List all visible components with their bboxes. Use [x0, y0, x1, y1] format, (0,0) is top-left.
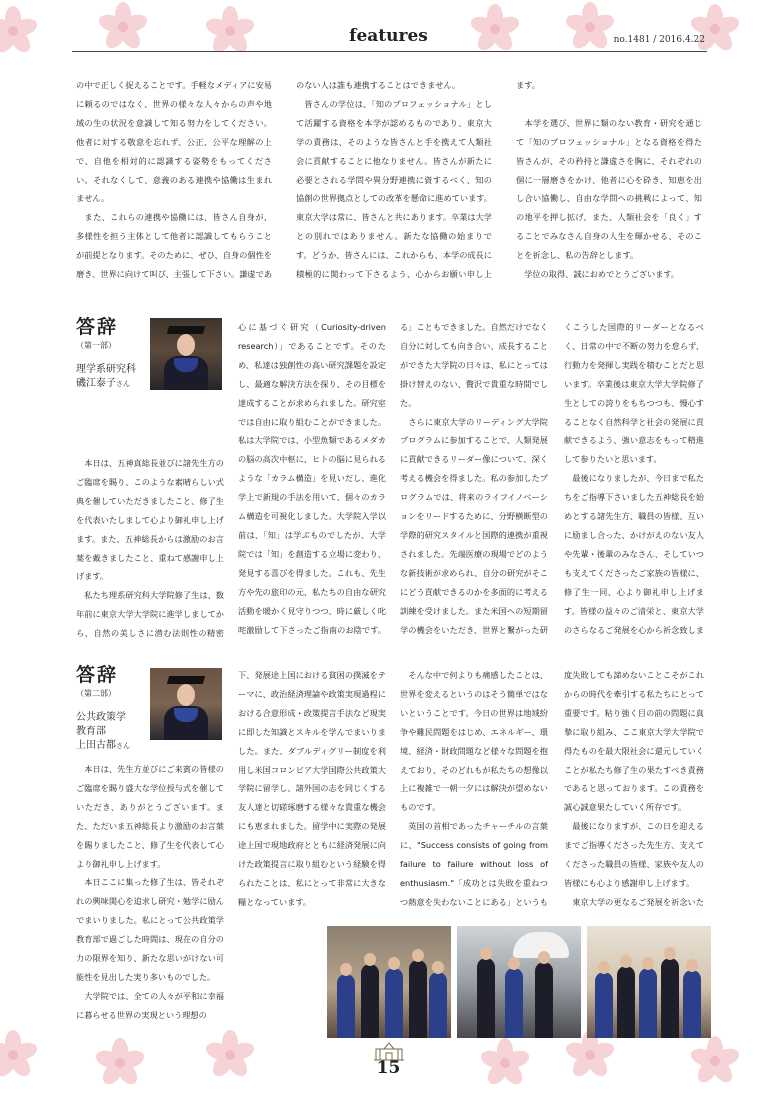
speaker-honorific: さん: [116, 742, 130, 750]
graduates-umbrella-photo: [457, 926, 581, 1038]
header-rule: [72, 51, 707, 52]
page-number: 15: [376, 1058, 401, 1078]
section-title: features: [349, 26, 428, 46]
speech2-column: 本日は、先生方並びにご来賓の皆様のご臨席を賜り盛大な学位授与式を催していただき、ありがとうございます。また、ただいま五神総長より激励のお言葉を賜りましたこと、修了生を代表して心より御礼申し上げます。 本日ここに集った修了生は、皆それぞれの興味関心を追求し研究・勉学に励んでまいりました。私にとって公共政策学教育部で過ごした時間は、現在の自分の力の限界を知り、新たな思いがけない可能性を見出した実り多いものでした。 大学院では、全ての人々が平和に幸福に暮らせる世界の実現という理想の: [76, 764, 224, 1020]
speaker-honorific: さん: [116, 380, 130, 388]
speaker1-portrait: [150, 318, 222, 390]
intro-column: の中で正しく捉えることです。手軽なメディアに安易に頼るのではなく、世界の様々な人々からの声や地域の生の状況を意識して知る努力をしてください。他者に対する敬意を忘れず、公正、公平な理解の上で、自他を相対的に認識する姿勢をもってください。それなくして、意義のある連携や協働は生まれません。 また、これらの連携や協働には、皆さん自身が、多様性を担う主体として他者に認識してもらうことが前提となります。そのために、ぜひ、自身の個性を磨き、世界に向けて叫び、主張して下さい。謙虚であ: [76, 80, 272, 280]
intro-column: ます。 本学を選び、世界に類のない教育・研究を通じて「知のプロフェッショナル」となる資格を得た皆さんが、その矜持と謙虚さを胸に、それぞれの個に一層磨きをかけ、他者に心を砕き、知恵を出し合い協働し、自由な学問への挑戦によって、知の地平を押し拡げ、また、人類社会を「良く」することでみなさん自身の人生を輝かせる、そのことを祈念し、私の告辞とします。 学位の取得、誠におめでとうございます。: [516, 80, 702, 280]
speaker-affiliation: 理学系研究科: [76, 364, 136, 375]
speech1-column: る」こともできました。自然だけでなく自分に対しても向き合い、成長することができた大学院の日々は、私にとっては掛け替えのない、贅沢で貴重な時間でした。 さらに東京大学のリーディング大学院プログラムに参加することで、人類発展に貢献できるリーダー像について、深く考える機会を得ました。私の参加したプログラムでは、将来のライフイノベーションをリードするために、分野横断型の学際的研究スタイルと国際的連携が重視されました。先端医療の現場でどのような新技術が求められ、自分の研究がそこにどう貢献できるのかを多面的に考える訓練を受けました。また米国への短期留学の機会をいただき、世界と繋がった研: [400, 322, 548, 635]
speech1-column: くこうした国際的リーダーとなるべく、日常の中で不断の努力を怠らず、行動力を発揮し実践を積むことだと思います。卒業後は東京大学大学院修了生としての誇りをもちつつも、慢心することなく自然科学と社会の発展に貢献できるよう、強い意志をもって精進して参りたいと思います。 最後になりましたが、今日まで私たちをご指導下さいました五神総長を始めとする諸先生方、職員の皆様、互いに励まし合った、かけがえのない友人や先輩・後輩のみなさん、そしていつも支えてくださったご家族の皆様に、修了生一同、心より御礼申し上げます。皆様の益々のご清栄と、東京大学のさらなるご発展を心から祈念致しま: [564, 322, 704, 635]
intro-column: のない人は誰も連携することはできません。 皆さんの学位は、「知のプロフェッショナル」として活躍する資格を本学が認めるものであり、東京大学の責務は、そのような皆さんと手を携えて人類社会に貢献することに他なりません。皆さんが新たに必要とされる学問や異分野連携に資するべく、知の協創の世界拠点としての改革を懸命に進めています。東京大学は常に、皆さんと共にあります。卒業は大学との別れではありません。新たな協働の始まりです。どうか、皆さんには、これからも、本学の成長に積極的に関わって下さるよう、心からお願い申し上: [296, 80, 492, 280]
speaker2-portrait: [150, 668, 222, 740]
speech1-column: 心に基づく研究（Curiosity-driven research）」であることです。そのため、私達は独創性の高い研究課題を設定し、最適な解決方法を探り、その目標を達成することが求められました。研究室では自由に取り組むことができました。私は大学院では、小型魚類であるメダカの脳の高次中枢に、ヒトの脳に見られるような「カラム構造」を見いだし、進化学上で新規の手法を用いて、個々のカラム構造を可視化しました。大学院入学以前は、「知」は学ぶものでしたが、大学院では「知」を創造する立場に変わり、発見する喜びを得ました。これも、先生方や先の旅印の元、私たちの自由な研究活動を暖かく見守りつつ、時に厳しく叱咤激励して下さったご指南のお陰です。: [238, 322, 386, 635]
speech2-column: そんな中で何よりも痛感したことは、世界を変えるというのはそう簡単ではないということです。今日の世界は地域紛争や難民問題をはじめ、エネルギー、環境、経済・財政問題など様々な問題を抱えており、そのどれもが私たちの想像以上に複雑で一朝一夕には解決が望めないものです。 英国の首相であったチャーチルの言葉に、"Success consists of going from failure to failure without loss of enthusiasm."「成功とは失敗を重ねつつ熱意を失わないことにある」というも: [400, 670, 548, 907]
speaker-name: 上田古都: [76, 740, 116, 751]
speech2-column: 下、発展途上国における貧困の撲滅をテーマに、政治経済理論や政策実現過程における合意形成・政策提言手法など現実に即した知識とスキルを学んでまいりました。また、ダブルディグリー制度を利用し米国コロンビア大学国際公共政策大学院に留学し、諸外国の志を同じくする友人達と切磋琢磨する様々な貴重な機会にも恵まれました。留学中に実際の発展途上国で現地政府とともに経済発展に向けた政策提言に取り組むという経験を得られたことは、私にとって非常に大きな糧となっています。: [238, 670, 386, 907]
speech-title: 答辞: [76, 316, 119, 338]
speaker-affiliation: 公共政策学 教育部: [76, 712, 126, 737]
graduates-group-photo: [327, 926, 451, 1038]
issue-info: no.1481 / 2016.4.22: [613, 35, 705, 45]
speech1-column: 本日は、五神真総長並びに諸先生方のご臨席を賜り、このような素晴らしい式典を催していただきましたこと、修了生を代表いたしまして心より御礼申し上げます。また、五神総長からは激励のお言葉を戴きましたこと、重ねて感謝申し上げます。 私たち理系研究科大学院修了生は、数年前に東京大学大学院に進学しましてから、自然の美しさに潜む法則性の精密: [76, 458, 224, 639]
speech-part: （第一部）: [76, 341, 116, 350]
graduates-campus-photo: [587, 926, 711, 1038]
speaker-name-line: [76, 739, 226, 753]
speech-part: （第二部）: [76, 689, 116, 698]
speech-title: 答辞: [76, 664, 119, 686]
speaker-name: 磯江泰子: [76, 378, 116, 389]
speech2-column: 度失敗しても諦めないことこそがこれからの時代を牽引する私たちにとって重要です。粘り強く目の前の問題に真摯に取り組み、ここ東京大学大学院で得たものを最大限社会に還元していくことが私たち修了生の果たすべき責務であると思っております。この責務を誠心誠意果たしていく所存です。 最後になりますが、この日を迎えるまでご指導くださった先生方、支えてくださった職員の皆様、家族や友人の皆様にも心より感謝申し上げます。 東京大学の更なるご発展を祈念いた: [564, 670, 704, 907]
